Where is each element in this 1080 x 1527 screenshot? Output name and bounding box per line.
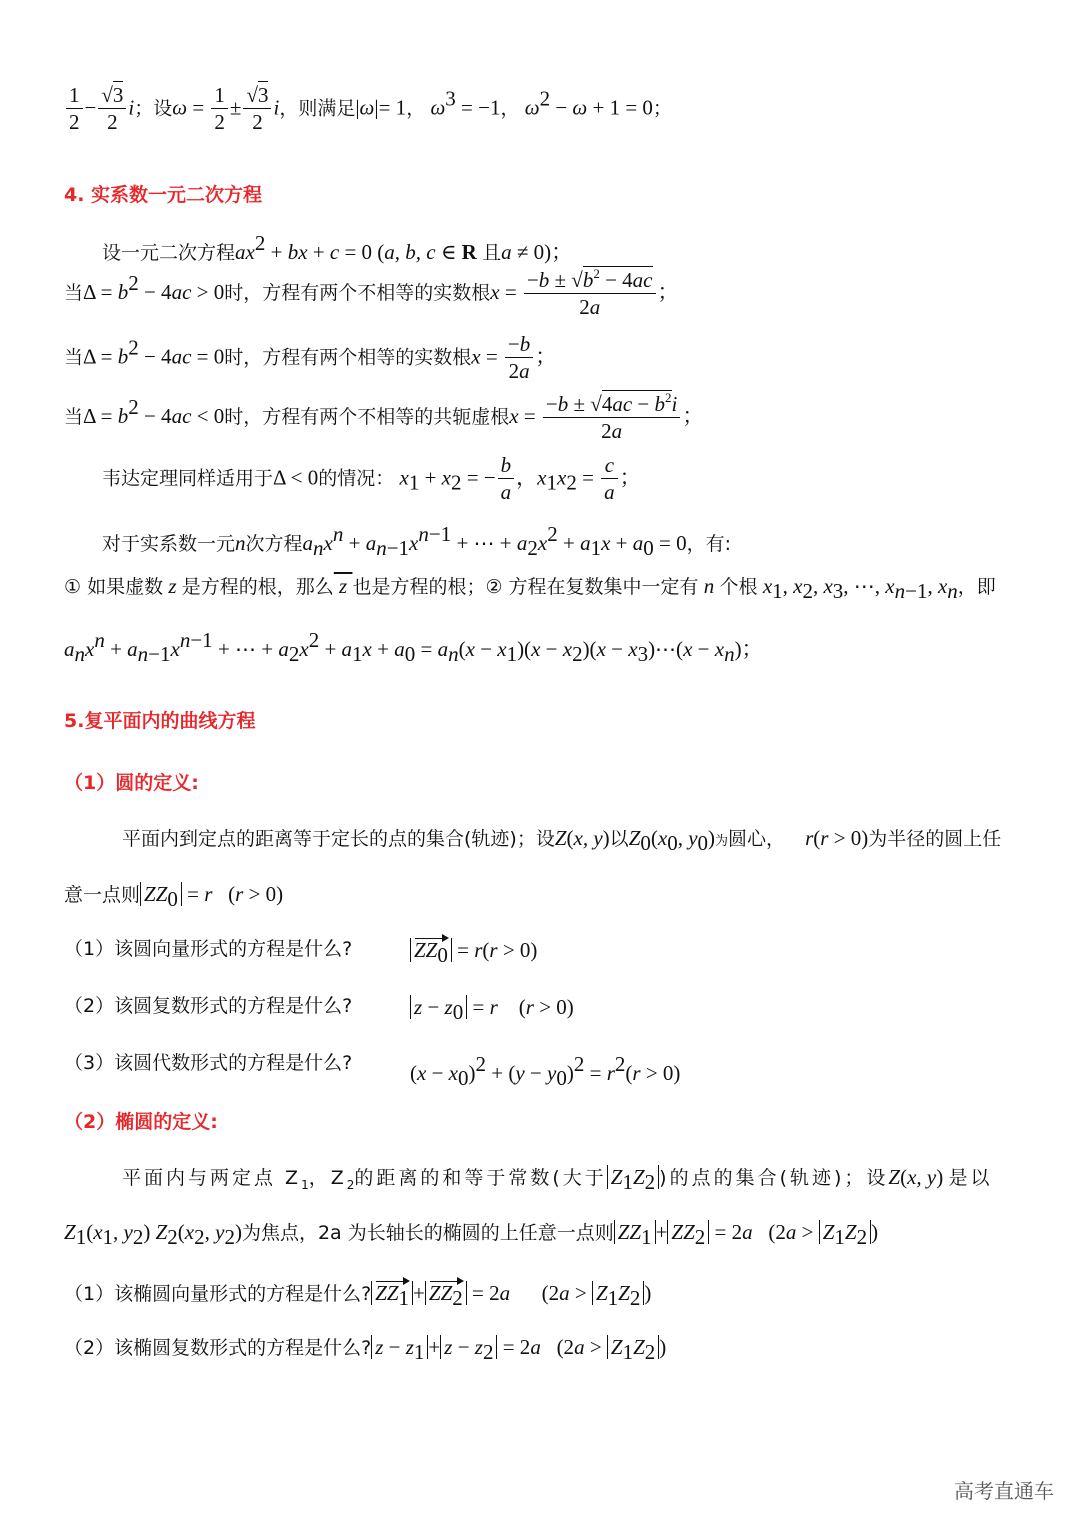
text: 且 bbox=[482, 242, 502, 264]
text: 也是方程的根；② 方程在复数集中一定有 bbox=[352, 576, 699, 598]
text: 平面内与两定点 Z bbox=[122, 1167, 302, 1189]
circle-q2 bbox=[64, 997, 352, 1016]
text: 设一元二次方程 bbox=[102, 242, 236, 264]
circle-a1: $ZZ_0 = r(r > 0)$ bbox=[410, 940, 537, 966]
fraction: $\frac{b}{a}$ bbox=[498, 452, 515, 506]
fraction: $\frac{1}{2}$ bbox=[66, 82, 83, 136]
abs-value: $Z_1Z_2$ bbox=[592, 1281, 644, 1305]
fraction: $\frac{-b}{2a}$ bbox=[505, 331, 533, 385]
abs-value: $z - z_2$ bbox=[440, 1335, 497, 1359]
text: ， bbox=[500, 97, 520, 120]
text: 以 bbox=[609, 828, 629, 850]
circle-def-1: 平面内到定点的距离等于定长的点的集合(轨迹)；设Z(x, y)以$Z_0(x_0$, $y_0$)为圆心， r(r > 0)为半径的圆上任 bbox=[122, 826, 1002, 855]
text: 对于实系数一元 bbox=[102, 533, 236, 555]
abs-value: $ZZ_2$ bbox=[425, 1281, 467, 1305]
ellipse-q2: （2）该椭圆复数形式的方程是什么? $z - z_1 + z - z_2 = 2a$ ($2a > Z_1Z_2$ ) bbox=[64, 1335, 667, 1364]
text: ， bbox=[406, 97, 426, 120]
text: 韦达定理同样适用于 bbox=[102, 467, 274, 490]
abs-value: $Z_1Z_2$ bbox=[607, 1165, 659, 1189]
text: ； bbox=[652, 97, 672, 120]
text: （1）该圆向量形式的方程是什么? bbox=[64, 938, 353, 960]
delta-zero: 当$\Delta = b^2 - 4ac = 0$时，方程有两个相等的实数根x = $\frac{-b}{2a}$ ； bbox=[64, 332, 557, 384]
text: ，即 bbox=[957, 576, 996, 598]
text: 为焦点，2a 为长轴长的椭圆的上任意一点则 bbox=[241, 1222, 614, 1244]
text: ① 如果虚数 bbox=[64, 576, 164, 598]
text: （2）该圆复数形式的方程是什么? bbox=[64, 995, 353, 1017]
text: 意一点则 bbox=[64, 884, 141, 906]
abs-value: $Z_1Z_2$ bbox=[607, 1335, 659, 1359]
abs-value: $ZZ_1$ bbox=[614, 1220, 656, 1244]
ellipse-def-1: 平面内与两定点 $Z_1$，$Z_2$的距离的和等于常数(大于 $Z_1Z_2$ )的点的集合(轨迹)；设Z(x, y) 是以 bbox=[122, 1165, 993, 1194]
watermark: 高考直通车 bbox=[954, 1479, 1054, 1503]
factorization: $a_nx^n + a_{n-1}x^{n-1}$ + ⋯ + $a_2x^2 + a_1x + a_0 = a_n(x - x_1)(x - x_2)(x$ − $x_3)\cdots(x - x_n)$； bbox=[64, 628, 763, 666]
circle-def-2: 意一点则 $ZZ_0 = r$ (r > 0) bbox=[64, 882, 284, 911]
abs-value: $ZZ_0$ bbox=[410, 938, 452, 962]
fraction: $\frac{1}{2}$ bbox=[211, 82, 228, 136]
ellipse-def-2: $Z_1(x_1$, $y_2$) $Z_2(x_2$, $y_2$)为焦点，2a 为长轴长的椭圆的上任意一点则 $ZZ_1 + ZZ_2 = 2a$ ($2a > Z_1Z_2$ ) bbox=[64, 1220, 879, 1249]
fraction: $\frac{-b \pm √4ac - b^2i}{2a}$ bbox=[543, 390, 680, 445]
nth-degree: 对于实系数一元n次方程$a_nx^n + a_{n-1}x^{n-1}$ + ⋯ + $a_2x^2 + a_1x + a_0 = 0$，有: bbox=[102, 522, 731, 560]
text: )的点的集合(轨迹)；设 bbox=[659, 1167, 889, 1189]
abs-value: $ZZ_1$ bbox=[371, 1281, 413, 1305]
quad-intro: 设一元二次方程$ax^2$ + bx + c = 0 (a, b, c ∈ R 且a ≠ 0)； bbox=[102, 231, 573, 264]
text: 当 bbox=[64, 405, 84, 428]
text: 的情况： bbox=[318, 467, 395, 490]
text: 为 bbox=[715, 834, 729, 849]
text: 是以 bbox=[948, 1167, 993, 1189]
delta-negative: 当$\Delta = b^2 - 4ac < 0$时，方程有两个不相等的共轭虚根x = $\frac{-b \pm √4ac - b^2i}{2a}$ ； bbox=[64, 390, 704, 444]
text: 当 bbox=[64, 281, 84, 304]
text: ；设 bbox=[134, 97, 173, 120]
abs-value: $Z_1Z_2$ bbox=[819, 1220, 871, 1244]
text: （2）该椭圆复数形式的方程是什么? bbox=[64, 1337, 372, 1359]
abs-value: $z - z_0$ bbox=[410, 995, 467, 1019]
text: 时，方程有两个不相等的共轭虚根 bbox=[224, 405, 510, 428]
text: （3）该圆代数形式的方程是什么? bbox=[64, 1052, 353, 1074]
circle-q3 bbox=[64, 1054, 352, 1073]
text: ，有: bbox=[686, 533, 731, 555]
circle-q1 bbox=[64, 940, 352, 959]
ellipse-title: （2）椭圆的定义: bbox=[64, 1111, 218, 1133]
text: 时，方程有两个不相等的实数根 bbox=[224, 281, 491, 304]
fraction: $\frac{√3}{2}$ bbox=[98, 82, 126, 136]
text: 次方程 bbox=[245, 533, 303, 555]
text: 圆心， bbox=[728, 828, 786, 850]
circle-a2: $z - z_0 = r$ (r > 0) bbox=[410, 997, 574, 1023]
text: 的距离的和等于常数(大于 bbox=[354, 1167, 607, 1189]
text: ，Z bbox=[308, 1167, 347, 1189]
ellipse-q1: （1）该椭圆向量形式的方程是什么? $ZZ_1 + ZZ_2 = 2a$ ($2a > Z_1Z_2$ ) bbox=[64, 1281, 652, 1310]
roots-property: ① 如果虚数 z 是方程的根，那么 z 也是方程的根；② 方程在复数集中一定有 n 个根 $x_1$, $x_2$, $x_3$, ⋯, $x_{n-1}$, $x_n$，即 bbox=[64, 574, 996, 603]
section-5-title: 5.复平面内的曲线方程 bbox=[64, 710, 256, 732]
abs-value: $ZZ_2$ bbox=[667, 1220, 709, 1244]
omega-line: $\frac{1}{2}$ − $\frac{√3}{2}$ i；设ω = $\frac{1}{2}$ ± $\frac{√3}{2}$ i，则满足|ω|= 1， $\omega^3 = -1$， $\omega^2 - \omega + 1 = 0$； bbox=[64, 82, 672, 136]
circle-a3: $(x - x_0)^2 + (y - y_0)^2 = r^2(r > 0)$ bbox=[410, 1052, 681, 1090]
text: 个根 bbox=[719, 576, 758, 598]
abs-value: $z - z_1$ bbox=[371, 1335, 428, 1359]
text: 为半径的圆上任 bbox=[868, 828, 1002, 850]
text: （1）该椭圆向量形式的方程是什么? bbox=[64, 1283, 372, 1305]
fraction: $\frac{√3}{2}$ bbox=[243, 82, 271, 136]
fraction: $\frac{c}{a}$ bbox=[601, 452, 618, 506]
delta-positive: 当$\Delta = b^2 - 4ac > 0$时，方程有两个不相等的实数根x = $\frac{-b \pm √b^2 - 4ac}{2a}$ ； bbox=[64, 266, 679, 320]
text: 时，方程有两个相等的实数根 bbox=[224, 346, 472, 369]
section-4-title: 4. 实系数一元二次方程 bbox=[64, 184, 263, 206]
text: ，则满足 bbox=[279, 97, 356, 120]
circle-title: （1）圆的定义: bbox=[64, 772, 199, 794]
vieta: 韦达定理同样适用于Δ < 0的情况： $x_1 + x_2$ = − $\frac{b}{a}$ ，$x_1x_2$ = $\frac{c}{a}$ ； bbox=[102, 453, 641, 505]
abs-value: $ZZ_0$ bbox=[140, 882, 182, 906]
fraction: $\frac{-b \pm √b^2 - 4ac}{2a}$ bbox=[524, 266, 656, 321]
text: 是方程的根，那么 bbox=[181, 576, 334, 598]
text: 当 bbox=[64, 346, 84, 369]
text: 平面内到定点的距离等于定长的点的集合(轨迹)；设 bbox=[122, 828, 555, 850]
